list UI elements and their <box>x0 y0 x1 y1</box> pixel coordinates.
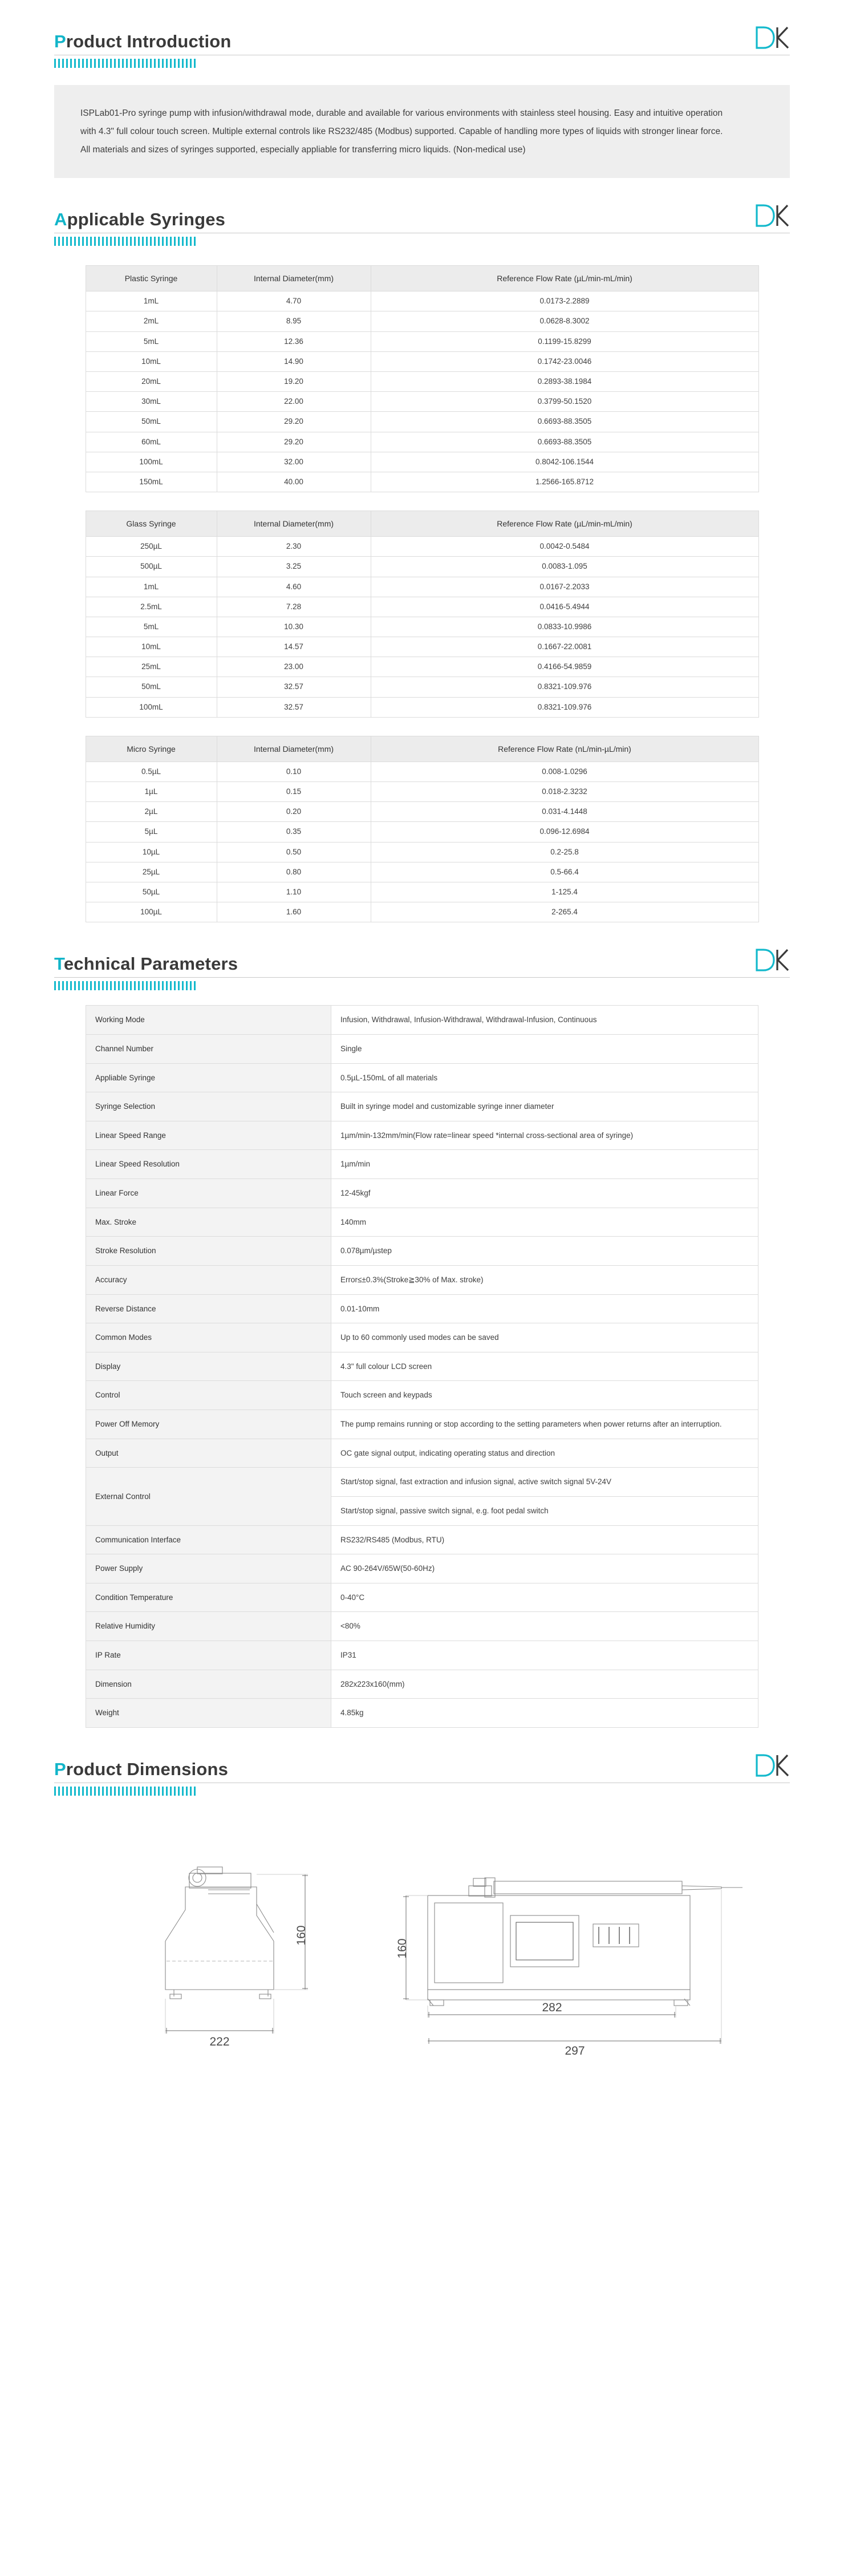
table-glass-syringe <box>86 511 759 718</box>
cell: 0.3799-50.1520 <box>371 392 758 412</box>
cell: 0.2-25.8 <box>371 842 758 862</box>
spec-key: External Control <box>86 1468 331 1525</box>
table-row <box>86 697 758 717</box>
brand-logo <box>754 949 790 973</box>
table-row <box>86 412 758 432</box>
spec-row <box>86 1468 758 1497</box>
spec-key: Working Mode <box>86 1006 331 1035</box>
page-title <box>54 1760 228 1778</box>
column-header: Reference Flow Rate (nL/min-µL/min) <box>371 736 758 762</box>
spec-key: Syringe Selection <box>86 1092 331 1121</box>
cell: 1.60 <box>217 902 371 922</box>
cell: 0.35 <box>217 822 371 842</box>
cell: 10mL <box>86 637 217 657</box>
spec-value: IP31 <box>331 1641 758 1670</box>
spec-value: OC gate signal output, indicating operating status and direction <box>331 1439 758 1468</box>
cell: 50mL <box>86 677 217 697</box>
spec-row <box>86 1265 758 1294</box>
cell: 1mL <box>86 291 217 311</box>
cell: 10mL <box>86 351 217 371</box>
spec-value: Touch screen and keypads <box>331 1381 758 1410</box>
spec-row <box>86 1410 758 1439</box>
spec-value: 0.078µm/µstep <box>331 1237 758 1266</box>
table-row <box>86 842 758 862</box>
title-initial: P <box>54 31 66 51</box>
dim-front-height: 160 <box>396 1938 409 1959</box>
table-row <box>86 331 758 351</box>
cell: 0.0042-0.5484 <box>371 537 758 557</box>
section-header <box>54 178 790 246</box>
spec-row <box>86 1063 758 1092</box>
cell: 0.15 <box>217 782 371 802</box>
spec-row <box>86 1554 758 1583</box>
dimension-drawings <box>86 1818 758 2064</box>
spec-key: Common Modes <box>86 1323 331 1352</box>
table-row <box>86 392 758 412</box>
cell: 0.0173-2.2889 <box>371 291 758 311</box>
spec-value: 0.5µL-150mL of all materials <box>331 1063 758 1092</box>
cell: 20mL <box>86 372 217 392</box>
table-row <box>86 637 758 657</box>
spec-row <box>86 1699 758 1728</box>
spec-value-secondary: Start/stop signal, passive switch signal, e.g. foot pedal switch <box>331 1496 758 1525</box>
cell: 10µL <box>86 842 217 862</box>
table-row <box>86 537 758 557</box>
spec-row <box>86 1208 758 1237</box>
cell: 3.25 <box>217 557 371 577</box>
section-product-introduction <box>54 0 790 178</box>
cell: 0.096-12.6984 <box>371 822 758 842</box>
intro-text: ISPLab01-Pro syringe pump with infusion/withdrawal mode, durable and available for various environments with stainless steel housing. Easy and intuitive operation with 4.3" full colour touch screen. Multiple external controls like RS232/485 (Modbus) supported. Capable of handling more types of liquids with stronger linear force. All materials and sizes of syringes supported, especially appliable for transferring micro liquids. (Non-medical use) <box>80 108 723 155</box>
cell: 0.1199-15.8299 <box>371 331 758 351</box>
cell: 1.2566-165.8712 <box>371 472 758 492</box>
table-row <box>86 291 758 311</box>
spec-key: Reverse Distance <box>86 1294 331 1323</box>
table-row <box>86 762 758 781</box>
cell: 100mL <box>86 452 217 472</box>
spec-key: IP Rate <box>86 1641 331 1670</box>
cell: 0.5µL <box>86 762 217 781</box>
spec-key: Condition Temperature <box>86 1583 331 1612</box>
cell: 10.30 <box>217 617 371 637</box>
spec-key: Linear Force <box>86 1179 331 1208</box>
cell: 5µL <box>86 822 217 842</box>
spec-key: Control <box>86 1381 331 1410</box>
page-title <box>54 33 232 50</box>
spec-row <box>86 1439 758 1468</box>
syringe-tables <box>54 265 790 922</box>
cell: 7.28 <box>217 597 371 617</box>
cell: 4.70 <box>217 291 371 311</box>
column-header: Micro Syringe <box>86 736 217 762</box>
table-row <box>86 802 758 822</box>
brand-logo <box>754 204 790 228</box>
table-row <box>86 882 758 902</box>
table-row <box>86 822 758 842</box>
spec-row <box>86 1323 758 1352</box>
cell: 32.57 <box>217 697 371 717</box>
spec-row <box>86 1179 758 1208</box>
table-row <box>86 452 758 472</box>
cell: 2-265.4 <box>371 902 758 922</box>
cell: 50µL <box>86 882 217 902</box>
cell: 5mL <box>86 331 217 351</box>
spec-value: Start/stop signal, fast extraction and infusion signal, active switch signal 5V-24V <box>331 1468 758 1497</box>
table-row <box>86 862 758 882</box>
spec-row <box>86 1121 758 1150</box>
front-view-drawing <box>428 1878 742 2006</box>
cell: 29.20 <box>217 432 371 452</box>
cell: 1-125.4 <box>371 882 758 902</box>
spec-row <box>86 1092 758 1121</box>
cell: 250µL <box>86 537 217 557</box>
spec-row <box>86 1525 758 1554</box>
table-row <box>86 351 758 371</box>
cell: 100µL <box>86 902 217 922</box>
section-header <box>54 922 790 990</box>
cell: 2mL <box>86 311 217 331</box>
spec-key: Accuracy <box>86 1265 331 1294</box>
spec-row <box>86 1237 758 1266</box>
section-header <box>54 0 790 68</box>
cell: 4.60 <box>217 577 371 597</box>
spec-key: Max. Stroke <box>86 1208 331 1237</box>
cell: 50mL <box>86 412 217 432</box>
cell: 60mL <box>86 432 217 452</box>
column-header: Internal Diameter(mm) <box>217 266 371 291</box>
table-header-row <box>86 736 758 762</box>
spec-row <box>86 1352 758 1381</box>
cell: 0.1667-22.0081 <box>371 637 758 657</box>
spec-value: 4.3" full colour LCD screen <box>331 1352 758 1381</box>
cell: 1µL <box>86 782 217 802</box>
table-row <box>86 597 758 617</box>
spec-key: Linear Speed Resolution <box>86 1150 331 1179</box>
cell: 12.36 <box>217 331 371 351</box>
table-plastic-syringe <box>86 265 759 492</box>
spec-value: Infusion, Withdrawal, Infusion-Withdrawal, Withdrawal-Infusion, Continuous <box>331 1006 758 1035</box>
spec-value: The pump remains running or stop according to the setting parameters when power returns after an interruption. <box>331 1410 758 1439</box>
brand-logo <box>754 1754 790 1778</box>
cell: 22.00 <box>217 392 371 412</box>
table-technical-parameters <box>86 1005 758 1728</box>
column-header: Internal Diameter(mm) <box>217 736 371 762</box>
intro-panel <box>54 85 790 178</box>
spec-key: Appliable Syringe <box>86 1063 331 1092</box>
cell: 0.2893-38.1984 <box>371 372 758 392</box>
spec-row <box>86 1034 758 1063</box>
spec-value: 4.85kg <box>331 1699 758 1728</box>
title-rest: echnical Parameters <box>63 954 238 974</box>
cell: 0.008-1.0296 <box>371 762 758 781</box>
cell: 0.0083-1.095 <box>371 557 758 577</box>
spec-value: 1µm/min-132mm/min(Flow rate=linear speed *internal cross-sectional area of syringe) <box>331 1121 758 1150</box>
cell: 0.0167-2.2033 <box>371 577 758 597</box>
spec-value: Single <box>331 1034 758 1063</box>
cell: 0.6693-88.3505 <box>371 432 758 452</box>
cell: 0.6693-88.3505 <box>371 412 758 432</box>
cell: 500µL <box>86 557 217 577</box>
title-initial: A <box>54 209 67 230</box>
spec-key: Weight <box>86 1699 331 1728</box>
spec-value: 140mm <box>331 1208 758 1237</box>
spec-key: Power Supply <box>86 1554 331 1583</box>
spec-key: Communication Interface <box>86 1525 331 1554</box>
cell: 0.20 <box>217 802 371 822</box>
cell: 32.57 <box>217 677 371 697</box>
table-row <box>86 472 758 492</box>
cell: 2.30 <box>217 537 371 557</box>
title-rest: roduct Dimensions <box>66 1759 229 1779</box>
cell: 25µL <box>86 862 217 882</box>
cell: 19.20 <box>217 372 371 392</box>
spec-row <box>86 1641 758 1670</box>
cell: 30mL <box>86 392 217 412</box>
decorative-barcode <box>54 59 197 68</box>
section-applicable-syringes <box>54 178 790 922</box>
decorative-barcode <box>54 237 197 246</box>
table-row <box>86 577 758 597</box>
cell: 0.80 <box>217 862 371 882</box>
title-initial: P <box>54 1759 66 1779</box>
section-technical-parameters <box>54 922 790 1728</box>
title-rest: roduct Introduction <box>66 31 232 51</box>
cell: 0.10 <box>217 762 371 781</box>
section-header <box>54 1728 790 1796</box>
spec-row <box>86 1381 758 1410</box>
table-row <box>86 657 758 677</box>
cell: 0.8321-109.976 <box>371 697 758 717</box>
dim-side-height: 160 <box>295 1925 308 1946</box>
cell: 0.031-4.1448 <box>371 802 758 822</box>
spec-row <box>86 1006 758 1035</box>
dim-front-width-inner: 282 <box>542 2000 562 2014</box>
spec-value: Up to 60 commonly used modes can be saved <box>331 1323 758 1352</box>
spec-key: Power Off Memory <box>86 1410 331 1439</box>
decorative-barcode <box>54 1787 197 1796</box>
spec-row <box>86 1294 758 1323</box>
spec-value: <80% <box>331 1612 758 1641</box>
column-header: Reference Flow Rate (µL/min-mL/min) <box>371 266 758 291</box>
table-row <box>86 372 758 392</box>
spec-key: Linear Speed Range <box>86 1121 331 1150</box>
spec-value: 1µm/min <box>331 1150 758 1179</box>
table-header-row <box>86 266 758 291</box>
table-header-row <box>86 511 758 537</box>
table-micro-syringe <box>86 736 759 923</box>
page-title <box>54 210 225 228</box>
cell: 1.10 <box>217 882 371 902</box>
side-view-drawing <box>165 1867 274 1999</box>
spec-value: Built in syringe model and customizable syringe inner diameter <box>331 1092 758 1121</box>
spec-value: 0-40°C <box>331 1583 758 1612</box>
table-row <box>86 617 758 637</box>
dim-side-width: 222 <box>209 2035 230 2048</box>
cell: 0.4166-54.9859 <box>371 657 758 677</box>
cell: 0.0833-10.9986 <box>371 617 758 637</box>
cell: 40.00 <box>217 472 371 492</box>
table-row <box>86 677 758 697</box>
decorative-barcode <box>54 981 197 990</box>
spec-value: 282x223x160(mm) <box>331 1670 758 1699</box>
cell: 2.5mL <box>86 597 217 617</box>
table-row <box>86 432 758 452</box>
title-initial: T <box>54 954 64 974</box>
spec-value: 0.01-10mm <box>331 1294 758 1323</box>
table-row <box>86 782 758 802</box>
column-header: Reference Flow Rate (µL/min-mL/min) <box>371 511 758 537</box>
cell: 23.00 <box>217 657 371 677</box>
page-title <box>54 955 238 973</box>
cell: 32.00 <box>217 452 371 472</box>
table-row <box>86 557 758 577</box>
cell: 2µL <box>86 802 217 822</box>
cell: 0.8042-106.1544 <box>371 452 758 472</box>
cell: 14.90 <box>217 351 371 371</box>
cell: 0.0416-5.4944 <box>371 597 758 617</box>
table-row <box>86 311 758 331</box>
column-header: Glass Syringe <box>86 511 217 537</box>
cell: 5mL <box>86 617 217 637</box>
spec-value: RS232/RS485 (Modbus, RTU) <box>331 1525 758 1554</box>
spec-key: Stroke Resolution <box>86 1237 331 1266</box>
brand-logo <box>754 26 790 50</box>
spec-row <box>86 1583 758 1612</box>
cell: 0.50 <box>217 842 371 862</box>
spec-key: Channel Number <box>86 1034 331 1063</box>
section-product-dimensions <box>54 1728 790 2064</box>
cell: 29.20 <box>217 412 371 432</box>
title-rest: pplicable Syringes <box>67 209 226 230</box>
spec-key: Dimension <box>86 1670 331 1699</box>
spec-value: Error≤±0.3%(Stroke≧30% of Max. stroke) <box>331 1265 758 1294</box>
cell: 100mL <box>86 697 217 717</box>
spec-key: Output <box>86 1439 331 1468</box>
spec-key: Relative Humidity <box>86 1612 331 1641</box>
table-row <box>86 902 758 922</box>
cell: 0.018-2.3232 <box>371 782 758 802</box>
spec-value: AC 90-264V/65W(50-60Hz) <box>331 1554 758 1583</box>
cell: 0.5-66.4 <box>371 862 758 882</box>
cell: 14.57 <box>217 637 371 657</box>
spec-row <box>86 1612 758 1641</box>
spec-value: 12-45kgf <box>331 1179 758 1208</box>
cell: 25mL <box>86 657 217 677</box>
column-header: Internal Diameter(mm) <box>217 511 371 537</box>
cell: 1mL <box>86 577 217 597</box>
cell: 8.95 <box>217 311 371 331</box>
spec-row <box>86 1150 758 1179</box>
cell: 150mL <box>86 472 217 492</box>
dim-front-width-outer: 297 <box>565 2044 585 2057</box>
spec-row <box>86 1670 758 1699</box>
cell: 0.8321-109.976 <box>371 677 758 697</box>
cell: 0.1742-23.0046 <box>371 351 758 371</box>
cell: 0.0628-8.3002 <box>371 311 758 331</box>
column-header: Plastic Syringe <box>86 266 217 291</box>
spec-key: Display <box>86 1352 331 1381</box>
